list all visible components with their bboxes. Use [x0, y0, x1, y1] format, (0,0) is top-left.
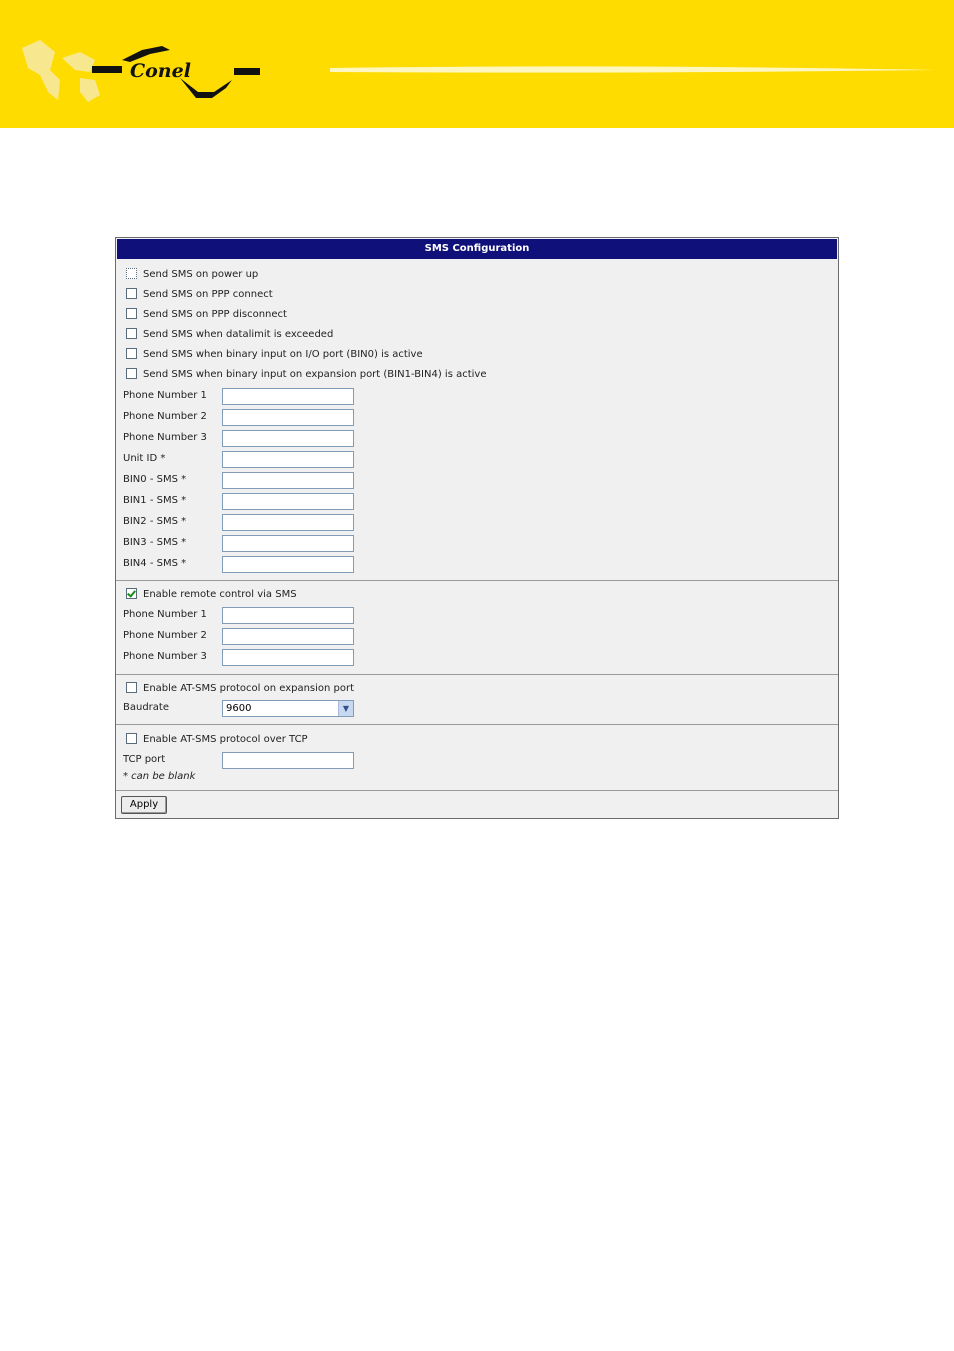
checkbox-bin0[interactable]: Send SMS when binary input on I/O port (BIN0) is active [123, 345, 423, 365]
checkbox-at-sms-expansion[interactable]: Enable AT-SMS protocol on expansion port [123, 679, 354, 699]
remote-phone-number-3-label: Phone Number 3 [123, 651, 207, 662]
bin4-sms-label: BIN4 - SMS * [123, 558, 187, 569]
checkbox-at-sms-tcp[interactable]: Enable AT-SMS protocol over TCP [123, 730, 308, 750]
unit-id-label: Unit ID * [123, 453, 166, 464]
checkbox-bin1-bin4[interactable]: Send SMS when binary input on expansion port (BIN1-BIN4) is active [123, 365, 487, 385]
checkbox-icon[interactable] [126, 288, 137, 299]
section-divider [116, 790, 838, 791]
checkbox-checked-icon[interactable] [126, 588, 137, 599]
checkbox-icon[interactable] [126, 682, 137, 693]
sms-configuration-panel [115, 237, 839, 819]
tcp-port-label: TCP port [123, 754, 166, 765]
phone-number-1-label: Phone Number 1 [123, 390, 207, 401]
panel-title: SMS Configuration [117, 239, 837, 259]
conel-logo [0, 0, 954, 128]
checkbox-icon[interactable] [126, 733, 137, 744]
checkbox-icon[interactable] [126, 308, 137, 319]
header-banner [0, 0, 954, 128]
checkbox-datalimit[interactable]: Send SMS when datalimit is exceeded [123, 325, 333, 345]
section-divider [116, 724, 838, 725]
phone-number-3-label: Phone Number 3 [123, 432, 207, 443]
baudrate-select[interactable]: 9600 ▼ [222, 700, 354, 717]
checkbox-icon[interactable] [126, 268, 137, 279]
checkbox-icon[interactable] [126, 368, 137, 379]
section-divider [116, 674, 838, 675]
chevron-down-icon[interactable]: ▼ [338, 701, 353, 716]
bin1-sms-label: BIN1 - SMS * [123, 495, 187, 506]
remote-phone-number-2-input[interactable] [222, 628, 354, 645]
bin4-sms-input[interactable] [222, 556, 354, 573]
bin2-sms-input[interactable] [222, 514, 354, 531]
apply-button[interactable]: Apply [121, 796, 167, 814]
checkbox-ppp-connect[interactable]: Send SMS on PPP connect [123, 285, 273, 305]
bin0-sms-label: BIN0 - SMS * [123, 474, 187, 485]
remote-phone-number-3-input[interactable] [222, 649, 354, 666]
bin2-sms-label: BIN2 - SMS * [123, 516, 187, 527]
remote-phone-number-1-label: Phone Number 1 [123, 609, 207, 620]
checkbox-ppp-disconnect[interactable]: Send SMS on PPP disconnect [123, 305, 287, 325]
checkbox-icon[interactable] [126, 348, 137, 359]
phone-number-2-label: Phone Number 2 [123, 411, 207, 422]
phone-number-1-input[interactable] [222, 388, 354, 405]
checkbox-remote-control[interactable]: Enable remote control via SMS [123, 585, 297, 605]
svg-text:Conel: Conel [130, 60, 191, 82]
blank-note: * can be blank [123, 771, 196, 782]
baudrate-label: Baudrate [123, 702, 169, 713]
phone-number-3-input[interactable] [222, 430, 354, 447]
checkbox-icon[interactable] [126, 328, 137, 339]
bin3-sms-label: BIN3 - SMS * [123, 537, 187, 548]
checkbox-power-up[interactable]: Send SMS on power up [123, 265, 258, 285]
remote-phone-number-2-label: Phone Number 2 [123, 630, 207, 641]
section-divider [116, 580, 838, 581]
unit-id-input[interactable] [222, 451, 354, 468]
phone-number-2-input[interactable] [222, 409, 354, 426]
remote-phone-number-1-input[interactable] [222, 607, 354, 624]
tcp-port-input[interactable] [222, 752, 354, 769]
bin1-sms-input[interactable] [222, 493, 354, 510]
bin0-sms-input[interactable] [222, 472, 354, 489]
bin3-sms-input[interactable] [222, 535, 354, 552]
